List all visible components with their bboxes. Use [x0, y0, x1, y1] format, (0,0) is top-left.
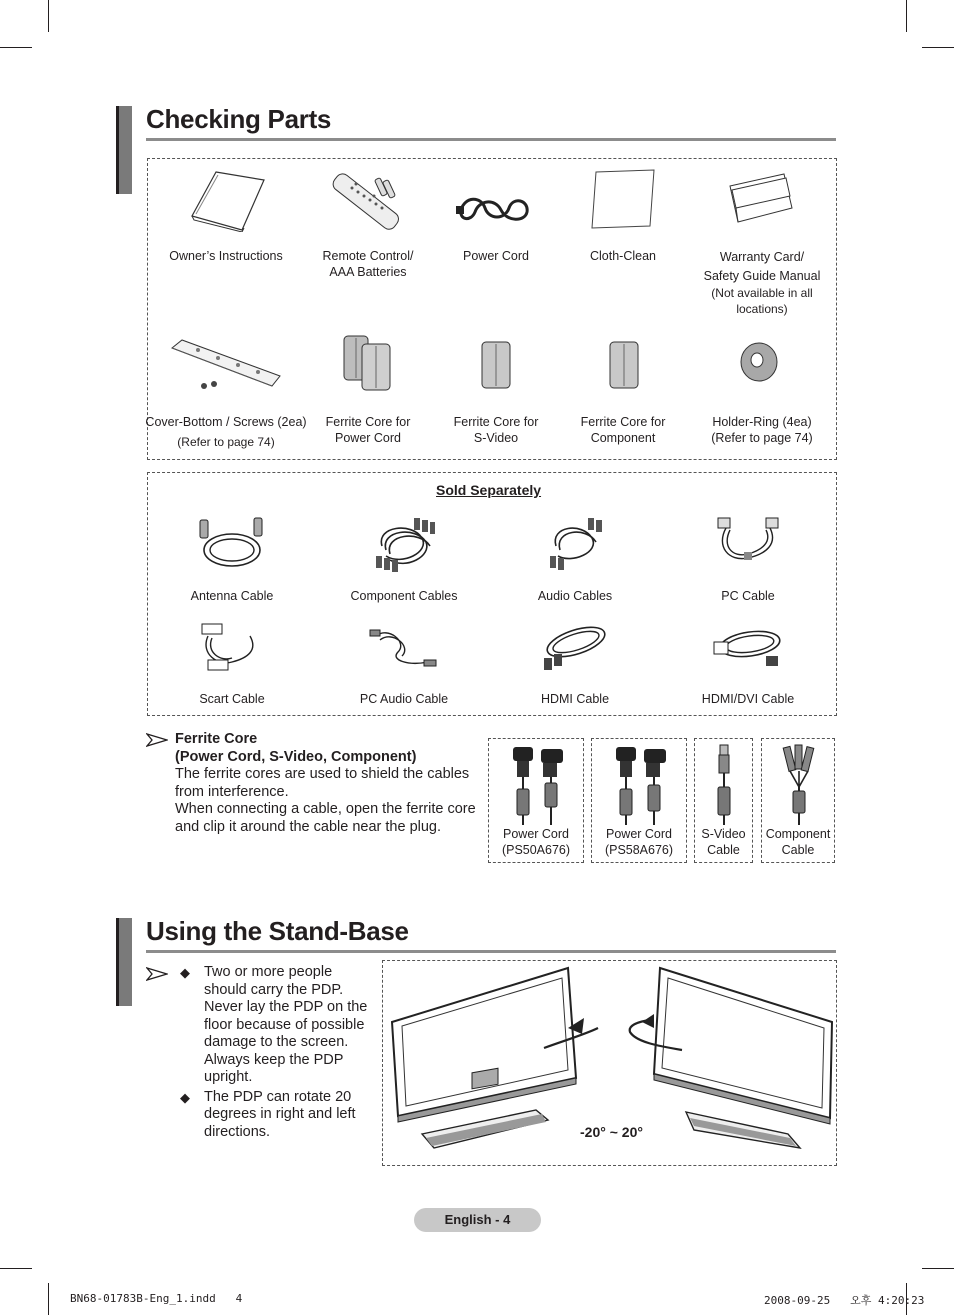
warranty-card-icon [728, 172, 794, 224]
caption-line: Warranty Card/ [719, 250, 805, 264]
caption-owners-instructions [169, 248, 282, 264]
pc-audio-cable-icon [368, 622, 438, 672]
caption-hdmi-dvi-cable: HDMI/DVI Cable [701, 692, 795, 706]
section-title-checking-parts: Checking Parts [146, 104, 332, 134]
caption-line: (Not available in all [711, 286, 813, 300]
bullet-line: should carry the PDP. [204, 981, 344, 998]
cloth-icon [588, 168, 658, 230]
caption-scart-cable: Scart Cable [199, 692, 265, 706]
ferrite-example-caption [592, 826, 686, 858]
ferrite-example-caption [762, 826, 834, 858]
caption-line: (PS58A676) [604, 843, 674, 857]
caption-line: Component [590, 431, 656, 445]
caption-line: Remote Control/ [322, 249, 414, 263]
ferrite-example-caption [489, 826, 583, 858]
crop-mark [906, 0, 907, 32]
note-arrow-icon [146, 733, 168, 747]
caption-power-cord [463, 248, 529, 264]
bullet-line: floor because of possible [204, 1016, 365, 1033]
diamond-bullet-icon: ◆ [180, 965, 190, 980]
caption-line: Ferrite Core for [453, 415, 539, 429]
caption-holder-ring [711, 414, 812, 446]
caption-line: Cable [707, 843, 740, 857]
caption-line: Cable [781, 843, 815, 857]
booklet-icon [186, 170, 266, 232]
ferrite-core-icon [340, 334, 396, 392]
caption-line: Cover-Bottom / Screws (2ea) [145, 415, 307, 429]
rotation-range-label: -20° ~ 20° [580, 1124, 643, 1140]
file-slug: BN68-01783B-Eng_1.indd 4 [70, 1292, 243, 1305]
antenna-cable-icon [196, 516, 268, 572]
bullet-line: The PDP can rotate 20 [204, 1088, 352, 1105]
pc-cable-icon [714, 516, 782, 568]
caption-warranty-note [711, 285, 812, 317]
caption-line: Owner’s Instructions [169, 249, 283, 263]
power-cord-icon [455, 192, 533, 226]
caption-line: AAA Batteries [329, 265, 407, 279]
caption-ferrite-svideo [454, 414, 539, 446]
caption-line: S-Video [473, 431, 519, 445]
caption-line: (Refer to page 74) [711, 431, 813, 445]
ferrite-example-component [761, 738, 835, 863]
bullet-line: Always keep the PDP [204, 1051, 344, 1068]
caption-line: Power Cord [606, 827, 672, 841]
s-video-plug-ferrite-icon [713, 743, 735, 825]
page-number-badge: English - 4 [414, 1208, 541, 1232]
remote-control-icon [332, 168, 404, 238]
caption-line: Power Cord [503, 827, 569, 841]
holder-ring-icon [738, 340, 780, 384]
ferrite-example-power-cord-58 [591, 738, 687, 863]
bullet-item [180, 964, 380, 1087]
bullet-item [180, 1089, 380, 1142]
caption-line: Ferrite Core for [580, 415, 666, 429]
cover-bottom-icon [168, 336, 282, 394]
ferrite-core-icon [478, 340, 514, 390]
ferrite-note-title: Ferrite Core [175, 731, 258, 747]
section-title-stand-base: Using the Stand-Base [146, 916, 409, 946]
caption-hdmi-cable: HDMI Cable [540, 692, 610, 706]
bullet-list [180, 964, 380, 1141]
caption-line: Holder-Ring (4ea) [712, 415, 812, 429]
caption-pc-audio-cable: PC Audio Cable [359, 692, 449, 706]
caption-component-cables: Component Cables [350, 589, 458, 603]
ferrite-example-caption [695, 826, 752, 858]
bullet-line: directions. [204, 1123, 271, 1140]
power-plug-ferrite-icon [608, 745, 672, 825]
hdmi-dvi-cable-icon [712, 622, 784, 672]
section-rule [146, 138, 836, 141]
ferrite-note-text: When connecting a cable, open the ferrite core [175, 801, 476, 817]
hdmi-cable-icon [538, 620, 612, 674]
section-marker [116, 106, 132, 194]
caption-line: S-Video [701, 827, 746, 841]
caption-line: (PS50A676) [501, 843, 571, 857]
caption-ferrite-power [326, 414, 411, 446]
caption-cover-bottom [145, 414, 306, 430]
crop-mark [0, 47, 32, 48]
caption-remote-control [322, 248, 413, 280]
bullet-line: degrees in right and left [204, 1106, 356, 1122]
bullet-line: Never lay the PDP on the [204, 999, 368, 1015]
scart-cable-icon [198, 622, 262, 674]
crop-mark [0, 1268, 32, 1269]
bullet-line: damage to the screen. [204, 1034, 349, 1050]
power-plug-ferrite-icon [505, 745, 569, 825]
caption-line: Power Cord [335, 431, 401, 445]
caption-ferrite-component [581, 414, 666, 446]
ferrite-core-icon [606, 340, 642, 390]
diamond-bullet-icon: ◆ [180, 1089, 190, 1105]
ferrite-example-power-cord-50 [488, 738, 584, 863]
caption-warranty-card [704, 248, 821, 286]
component-cables-icon [372, 516, 436, 572]
crop-mark [922, 1268, 954, 1269]
ferrite-note-text: The ferrite cores are used to shield the cables [175, 766, 470, 782]
ferrite-note-text: from interference. [175, 783, 289, 800]
caption-cloth-clean [590, 248, 656, 264]
sold-separately-heading: Sold Separately [436, 482, 542, 498]
crop-mark [922, 47, 954, 48]
bullet-line: Two or more people [204, 964, 333, 980]
bullet-line: upright. [204, 1069, 253, 1085]
ferrite-note-text: and clip it around the cable near the plug. [175, 818, 442, 835]
caption-line: Safety Guide Manual [703, 269, 821, 283]
date-slug: 2008-09-25 오후 4:20:23 [764, 1294, 925, 1307]
ferrite-example-s-video [694, 738, 753, 863]
audio-cables-icon [546, 516, 604, 570]
caption-line: locations) [736, 302, 788, 316]
caption-pc-cable: PC Cable [721, 589, 775, 603]
component-plug-ferrite-icon [782, 743, 816, 825]
caption-line: (Refer to page 74) [177, 435, 275, 449]
caption-line: Cloth-Clean [589, 249, 657, 263]
caption-cover-bottom-note [177, 434, 274, 450]
crop-mark [48, 1283, 49, 1315]
caption-line: Component [765, 827, 831, 841]
caption-line: Power Cord [463, 249, 529, 263]
ferrite-note-subtitle: (Power Cord, S-Video, Component) [175, 748, 417, 765]
note-arrow-icon [146, 967, 168, 981]
section-rule [146, 950, 836, 953]
caption-audio-cables: Audio Cables [537, 589, 613, 603]
ferrite-note [175, 731, 485, 836]
crop-mark [48, 0, 49, 32]
caption-line: Ferrite Core for [325, 415, 411, 429]
section-marker [116, 918, 132, 1006]
caption-antenna-cable: Antenna Cable [190, 589, 274, 603]
